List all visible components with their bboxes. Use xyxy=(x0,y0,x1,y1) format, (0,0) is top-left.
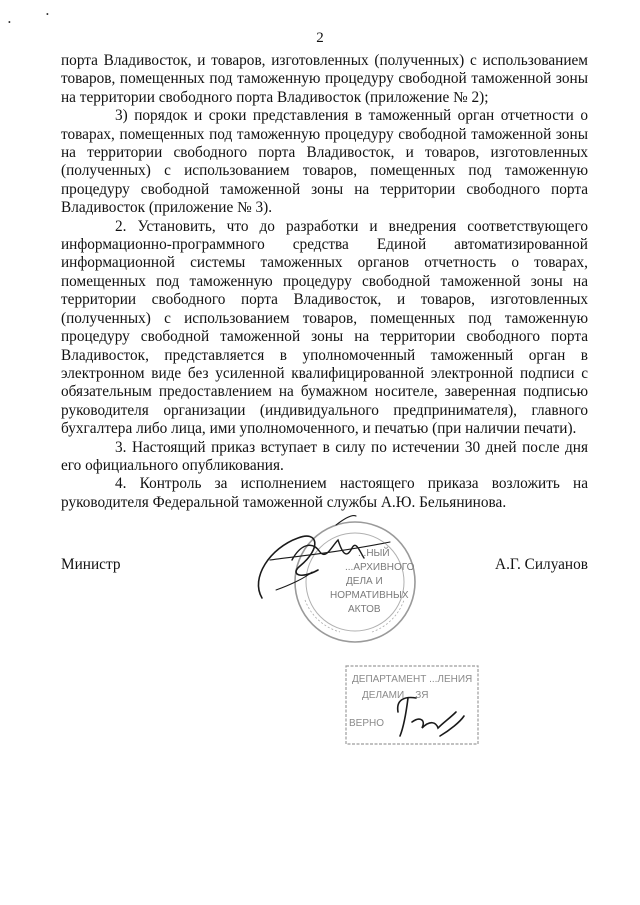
paragraph: 3. Настоящий приказ вступает в силу по истечении 30 дней после дня его официального опубликования. xyxy=(61,438,588,474)
signatory-title: Министр xyxy=(61,556,121,573)
verification-stamp xyxy=(346,666,478,744)
page-number: 2 xyxy=(316,30,324,46)
body-text xyxy=(61,52,588,512)
signature-block xyxy=(61,556,588,576)
paragraph: 3) порядок и сроки представления в таможенный орган отчетности о товарах, помещенных под таможенную процедуру свободной таможенной зоны на территории свободного порта Владивосток, и товаров, изготовленных (полученных) с использованием товаров, помещенных под таможенную процедуру свободной таможенной зоны на территории свободного порта Владивосток (приложение № 3). xyxy=(61,107,588,217)
paragraph: 4. Контроль за исполнением настоящего приказа возложить на руководителя Федеральной таможенной службы А.Ю. Бельянинова. xyxy=(61,475,588,511)
seal-text-line: ...АРХИВНОГО xyxy=(345,562,415,573)
official-seal xyxy=(295,522,415,642)
stamp-text-line: ДЕПАРТАМЕНТ ...ЛЕНИЯ xyxy=(352,674,473,685)
seal-text-line: АКТОВ xyxy=(348,604,381,615)
scan-artifact: • xyxy=(8,18,11,27)
paragraph: порта Владивосток, и товаров, изготовленных (полученных) с использованием товаров, помещенных под таможенную процедуру свободной таможенной зоны на территории свободного порта Владивосток (приложение № 2); xyxy=(61,52,588,106)
seal-text-line: НОРМАТИВНЫХ xyxy=(330,590,409,601)
scan-artifact: • xyxy=(46,10,49,19)
seal-text-line: ДЕЛА И xyxy=(346,576,383,587)
seal-text-line: ...НЫЙ xyxy=(358,548,390,559)
signatory-name: А.Г. Силуанов xyxy=(495,556,588,573)
initials-signature xyxy=(398,698,464,736)
paragraph: 2. Установить, что до разработки и внедрения соответствующего информационно-программного средства Единой автоматизированной информационной системы таможенных органов отчетность о товарах, помещенных под таможенную процедуру свободной таможенной зоны на территории свободного порта Владивосток, и товаров, изготовленных (полученных) с использованием товаров, помещенных под таможенную процедуру свободной таможенной зоны на территории свободного порта Владивосток, представляется в уполномоченный таможенный орган в электронном виде без усиленной квалифицированной электронной подписи с обязательным предоставлением на бумажном носителе, заверенная подписью руководителя организации (индивидуального предпринимателя), главного бухгалтера либо лица, ими уполномоченного, и печатью (при наличии печати). xyxy=(61,217,588,438)
stamp-text-line: ВЕРНО xyxy=(349,718,385,729)
stamp-text-line: ДЕЛАМИ ...ЗЯ xyxy=(362,690,429,701)
